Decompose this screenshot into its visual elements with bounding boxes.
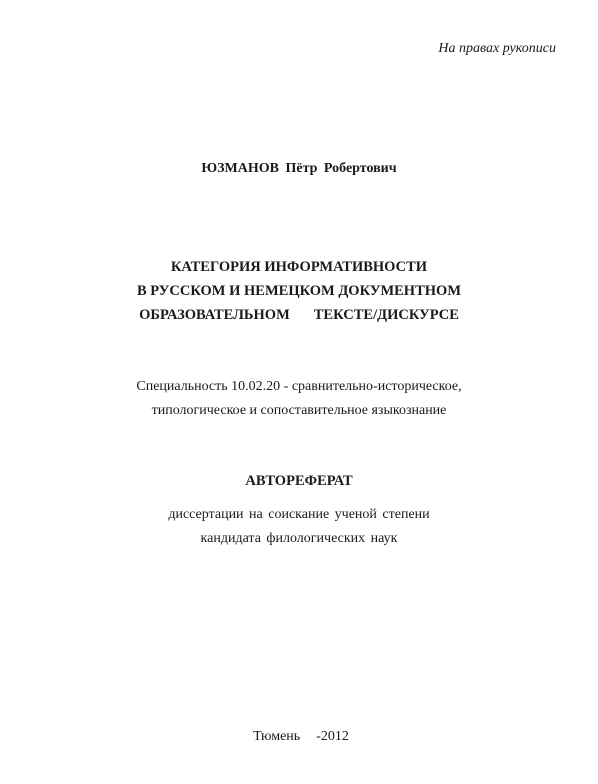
degree-statement — [0, 503, 598, 551]
abstract-heading: АВТОРЕФЕРАТ — [245, 473, 353, 489]
degree-line-2: кандидата филологических наук — [200, 531, 398, 546]
degree-line-1: диссертации на соискание ученой степени — [168, 507, 430, 522]
specialty-line-1: Специальность 10.02.20 - сравнительно-историческое, — [136, 379, 462, 394]
title-line-2: В РУССКОМ И НЕМЕЦКОМ ДОКУМЕНТНОМ — [136, 283, 462, 299]
rights-note: На правах рукописи — [438, 41, 556, 56]
specialty-block — [0, 375, 598, 423]
title-line-3 — [0, 303, 598, 327]
specialty-line-2: типологическое и сопоставительное языкознание — [151, 403, 447, 418]
place-and-year — [2, 729, 598, 745]
title-line-3-part-2: ТЕКСТЕ/ДИСКУРСЕ — [313, 307, 459, 323]
city: Тюмень — [253, 729, 301, 744]
author-surname: ЮЗМАНОВ — [201, 161, 279, 176]
year: -2012 — [316, 729, 349, 744]
dissertation-title — [0, 255, 598, 327]
title-line-1: КАТЕГОРИЯ ИНФОРМАТИВНОСТИ — [170, 259, 428, 275]
title-line-3-part-1: ОБРАЗОВАТЕЛЬНОМ — [139, 307, 290, 323]
author-name — [0, 161, 598, 177]
author-given-names: Пётр Робертович — [285, 161, 397, 176]
